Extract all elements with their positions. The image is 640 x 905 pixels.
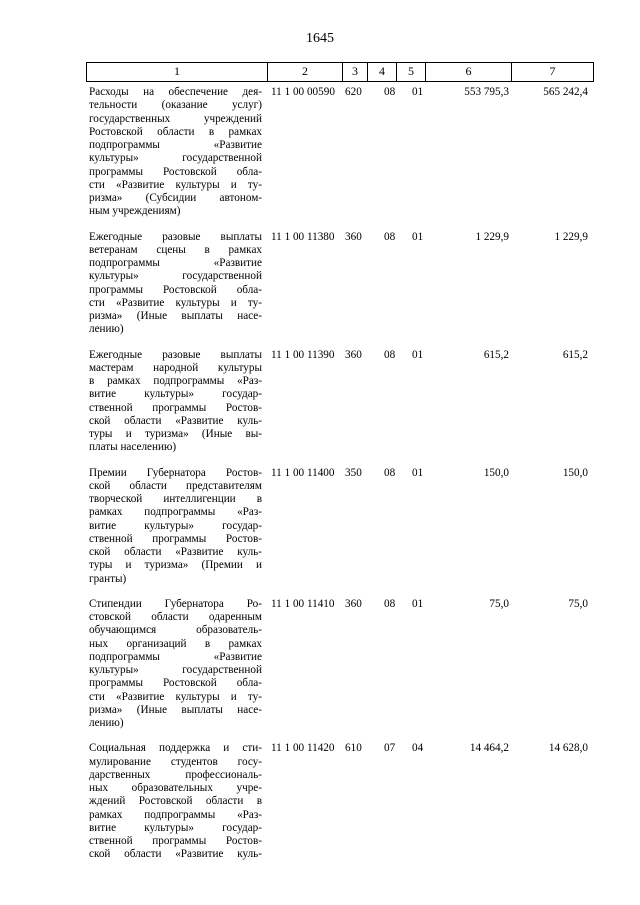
expense-type-code: 360	[345, 230, 362, 243]
description-line: Ежегодные разовые выплаты	[89, 230, 262, 243]
description-line: лению)	[89, 323, 124, 336]
description-line: рамках подпрограммы «Раз-	[89, 506, 262, 519]
description-line: мулирование студентов госу-	[89, 755, 262, 768]
description-line: сти «Развитие культуры и ту-	[89, 178, 262, 191]
expense-type-code: 360	[345, 597, 362, 610]
expense-description	[89, 349, 262, 455]
expense-type-code: 620	[345, 86, 362, 98]
table-row	[0, 231, 640, 337]
description-line: подпрограммы «Развитие	[89, 257, 262, 269]
description-line: культуры» государственной	[89, 664, 262, 676]
description-line: ственной программы Ростов-	[89, 835, 262, 847]
description-line: дарственных профессиональ-	[89, 768, 262, 781]
description-line: подпрограммы «Развитие	[89, 650, 262, 663]
description-line: витие культуры» государ-	[89, 821, 262, 834]
description-line: Ростовской области в рамках	[89, 125, 262, 138]
description-line: ственной программы Ростов-	[89, 401, 262, 414]
description-line: обучающимся образователь-	[89, 624, 262, 637]
description-line: гранты)	[89, 572, 127, 585]
description-line: Премии Губернатора Ростов-	[89, 466, 262, 479]
description-line: ризма» (Иные выплаты насе-	[89, 703, 262, 716]
classification-code: 11 1 00 11380	[271, 230, 335, 243]
header-col-5: 5	[396, 63, 425, 81]
description-line: ных образовательных учре-	[89, 782, 262, 794]
classification-code: 11 1 00 11410	[271, 597, 335, 610]
expense-description	[89, 742, 262, 861]
subsection-code: 01	[412, 597, 424, 610]
description-line: тельности (оказание услуг)	[89, 99, 262, 112]
description-line: культуры» государственной	[89, 270, 262, 283]
amount-col-7: 565 242,4	[543, 86, 588, 98]
expense-description	[89, 598, 262, 731]
amount-col-7: 615,2	[562, 348, 588, 361]
expense-description	[89, 86, 262, 219]
description-line: туры и туризма» (Иные вы-	[89, 428, 262, 440]
table-header	[86, 62, 594, 82]
expense-description	[89, 467, 262, 586]
expense-type-code: 350	[345, 466, 362, 479]
description-line: ных организаций в рамках	[89, 637, 262, 650]
description-line: витие культуры» государ-	[89, 388, 262, 401]
description-line: Социальная поддержка и сти-	[89, 742, 262, 755]
description-line: ветеранам сцены в рамках	[89, 243, 262, 256]
classification-code: 11 1 00 11420	[271, 742, 335, 755]
header-col-4: 4	[367, 63, 396, 81]
section-code: 08	[384, 230, 396, 243]
header-col-6: 6	[425, 63, 511, 81]
description-line: творческой интеллигенции в	[89, 493, 262, 505]
amount-col-6: 75,0	[489, 597, 509, 610]
table-body	[0, 86, 640, 874]
amount-col-6: 150,0	[483, 466, 509, 479]
description-line: государственных учреждений	[89, 112, 262, 125]
table-row	[0, 742, 640, 861]
description-line: программы Ростовской обла-	[89, 677, 262, 690]
description-line: ской области «Развитие куль-	[89, 414, 262, 427]
section-code: 07	[384, 742, 396, 755]
description-line: лению)	[89, 717, 124, 729]
section-code: 08	[384, 348, 396, 361]
header-col-2: 2	[267, 63, 342, 81]
description-line: стовской области одаренным	[89, 611, 262, 623]
classification-code: 11 1 00 00590	[271, 86, 335, 98]
description-line: сти «Развитие культуры и ту-	[89, 690, 262, 703]
description-line: ризма» (Иные выплаты насе-	[89, 310, 262, 322]
subsection-code: 01	[412, 348, 424, 361]
description-line: Расходы на обеспечение дея-	[89, 86, 262, 98]
section-code: 08	[384, 86, 396, 98]
description-line: ждений Ростовской области в	[89, 795, 262, 808]
description-line: ризма» (Субсидии автоном-	[89, 192, 262, 204]
subsection-code: 01	[412, 230, 424, 243]
classification-code: 11 1 00 11400	[271, 466, 335, 479]
subsection-code: 01	[412, 466, 424, 479]
description-line: ным учреждениям)	[89, 205, 181, 218]
amount-col-6: 553 795,3	[464, 86, 509, 98]
amount-col-7: 75,0	[568, 597, 588, 610]
description-line: витие культуры» государ-	[89, 519, 262, 532]
amount-col-6: 14 464,2	[469, 742, 509, 755]
expense-type-code: 360	[345, 348, 362, 361]
table-row	[0, 598, 640, 731]
description-line: мастерам народной культуры	[89, 361, 262, 374]
amount-col-7: 14 628,0	[548, 742, 588, 755]
description-line: ской области «Развитие куль-	[89, 546, 262, 558]
expense-type-code: 610	[345, 742, 362, 755]
header-col-1: 1	[86, 63, 267, 81]
subsection-code: 04	[412, 742, 424, 755]
amount-col-6: 615,2	[483, 348, 509, 361]
description-line: платы населению)	[89, 441, 177, 454]
amount-col-7: 150,0	[562, 466, 588, 479]
section-code: 08	[384, 597, 396, 610]
description-line: рамках подпрограммы «Раз-	[89, 808, 262, 821]
description-line: ской области «Развитие куль-	[89, 848, 262, 861]
header-col-7: 7	[511, 63, 594, 81]
header-col-3: 3	[342, 63, 367, 81]
classification-code: 11 1 00 11390	[271, 348, 335, 361]
section-code: 08	[384, 466, 396, 479]
amount-col-7: 1 229,9	[554, 230, 588, 243]
description-line: ской области представителям	[89, 479, 262, 492]
expense-description	[89, 231, 262, 337]
page-number: 1645	[306, 31, 334, 46]
description-line: Стипендии Губернатора Ро-	[89, 597, 262, 610]
amount-col-6: 1 229,9	[475, 230, 509, 243]
description-line: Ежегодные разовые выплаты	[89, 348, 262, 361]
description-line: туры и туризма» (Премии и	[89, 559, 262, 572]
description-line: подпрограммы «Развитие	[89, 139, 262, 151]
description-line: программы Ростовской обла-	[89, 283, 262, 296]
table-row	[0, 467, 640, 586]
table-row	[0, 349, 640, 455]
table-row	[0, 86, 640, 219]
description-line: ственной программы Ростов-	[89, 532, 262, 545]
description-line: в рамках подпрограммы «Раз-	[89, 375, 262, 387]
description-line: сти «Развитие культуры и ту-	[89, 296, 262, 309]
description-line: культуры» государственной	[89, 152, 262, 165]
description-line: программы Ростовской обла-	[89, 165, 262, 178]
subsection-code: 01	[412, 86, 424, 98]
